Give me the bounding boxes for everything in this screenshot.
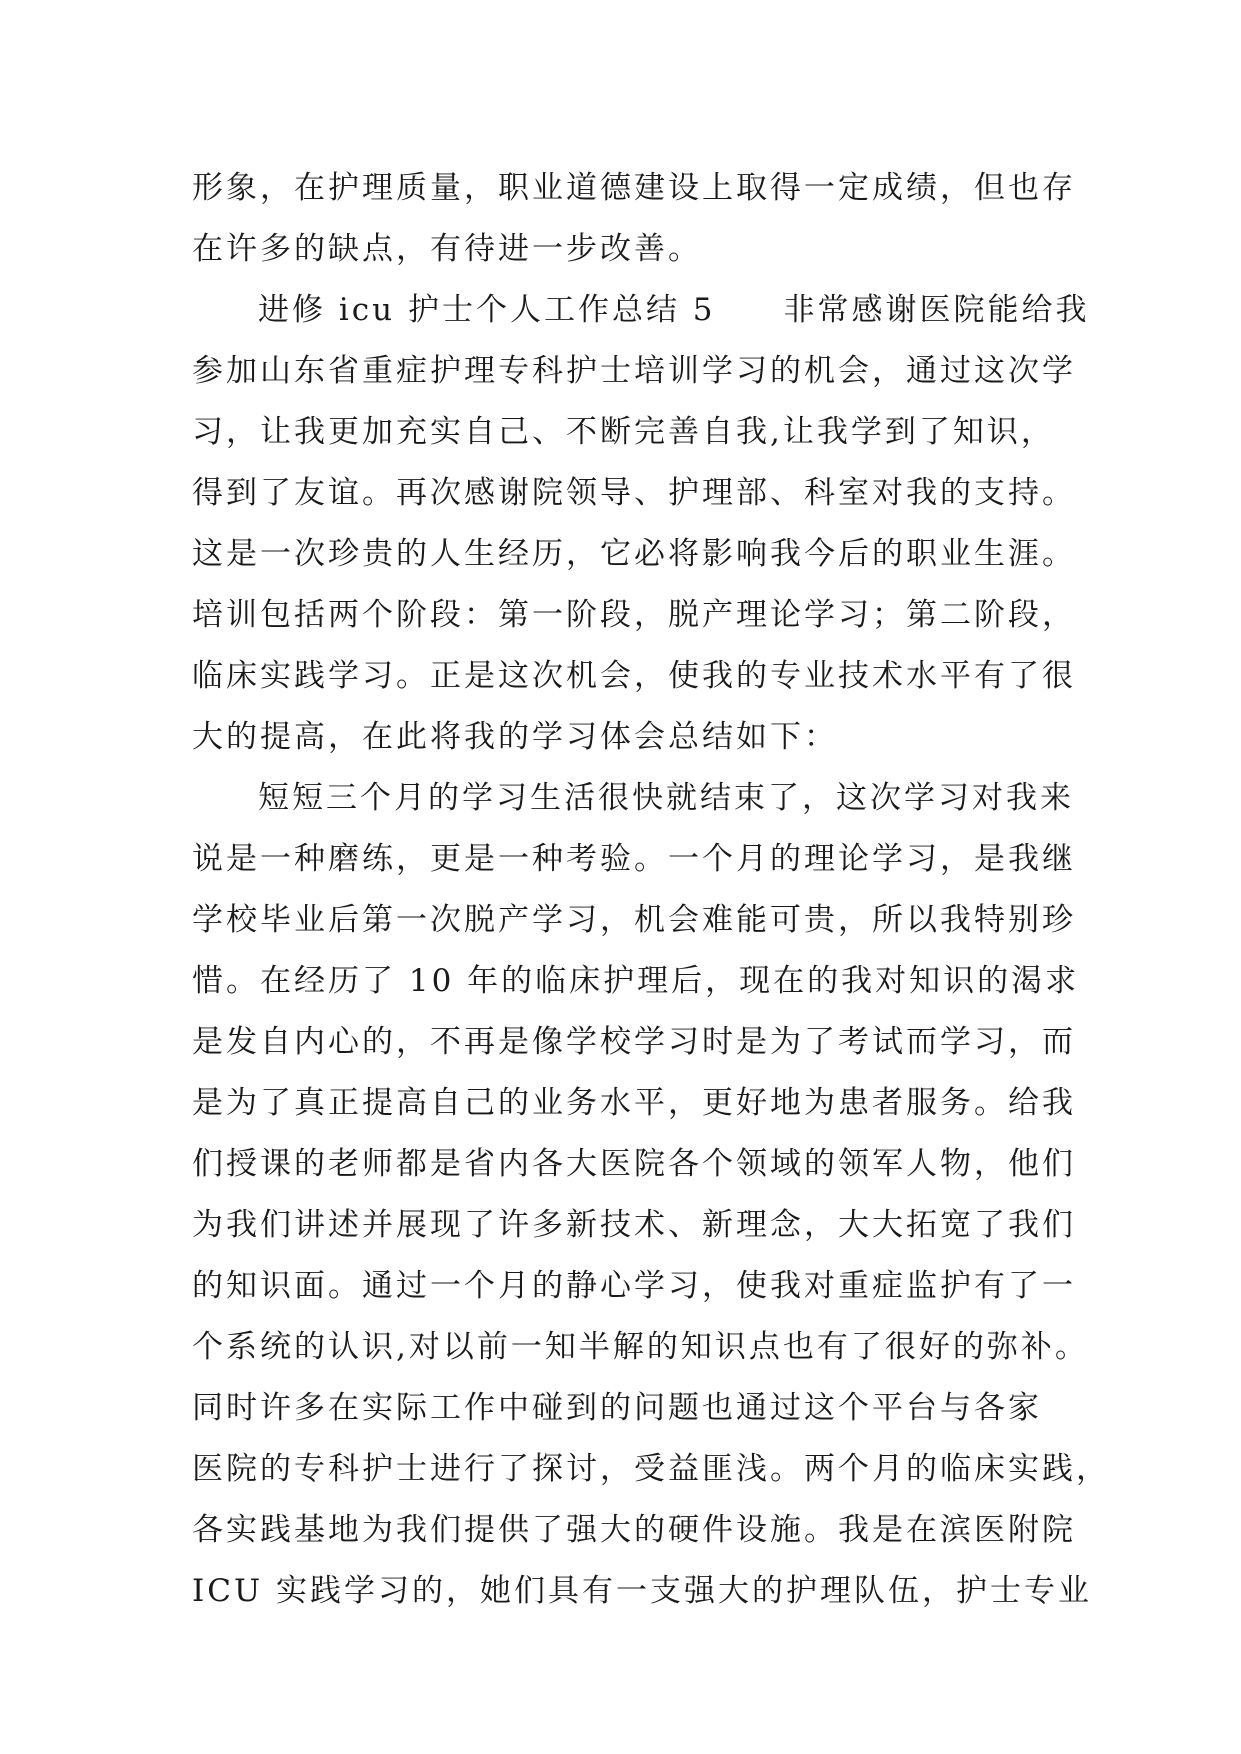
text-line: 个系统的认识,对以前一知半解的知识点也有了很好的弥补。 [192,1329,1089,1365]
text-line: 在许多的缺点，有待进一步改善。 [192,231,702,267]
text-line: 培训包括两个阶段：第一阶段，脱产理论学习；第二阶段， [192,597,1076,633]
text-line: 形象，在护理质量，职业道德建设上取得一定成绩，但也存 [192,170,1076,206]
text-line: 得到了友谊。再次感谢院领导、护理部、科室对我的支持。 [192,475,1076,511]
paragraph-start-line: 短短三个月的学习生活很快就结束了，这次学习对我来 [258,780,1074,816]
text-line: 这是一次珍贵的人生经历，它必将影响我今后的职业生涯。 [192,536,1076,572]
text-line: 是为了真正提高自己的业务水平，更好地为患者服务。给我 [192,1085,1076,1121]
body-text [192,158,1110,1622]
text-line: 参加山东省重症护理专科护士培训学习的机会，通过这次学 [192,353,1076,389]
text-line: 为我们讲述并展现了许多新技术、新理念，大大拓宽了我们 [192,1207,1076,1243]
text-line: 们授课的老师都是省内各大医院各个领域的领军人物，他们 [192,1146,1076,1182]
text-line: 临床实践学习。正是这次机会，使我的专业技术水平有了很 [192,658,1076,694]
text-line: 说是一种磨练，更是一种考验。一个月的理论学习，是我继 [192,841,1076,877]
text-line: 学校毕业后第一次脱产学习，机会难能可贵，所以我特别珍 [192,902,1076,938]
text-line: 大的提高，在此将我的学习体会总结如下： [192,719,838,755]
text-line: 同时许多在实际工作中碰到的问题也通过这个平台与各家 [192,1390,1042,1426]
text-line: 各实践基地为我们提供了强大的硬件设施。我是在滨医附院 [192,1512,1076,1548]
text-line: ICU 实践学习的，她们具有一支强大的护理队伍，护士专业 [192,1573,1092,1609]
text-line: 是发自内心的，不再是像学校学习时是为了考试而学习，而 [192,1024,1076,1060]
text-line: 的知识面。通过一个月的静心学习，使我对重症监护有了一 [192,1268,1076,1304]
text-line: 惜。在经历了 10 年的临床护理后，现在的我对知识的渴求 [192,963,1080,999]
text-line: 习，让我更加充实自己、不断完善自我,让我学到了知识， [192,414,1055,450]
text-line: 医院的专科护士进行了探讨，受益匪浅。两个月的临床实践， [192,1451,1110,1487]
section-heading-line: 进修 icu 护士个人工作总结 5 非常感谢医院能给我 [258,292,1090,328]
